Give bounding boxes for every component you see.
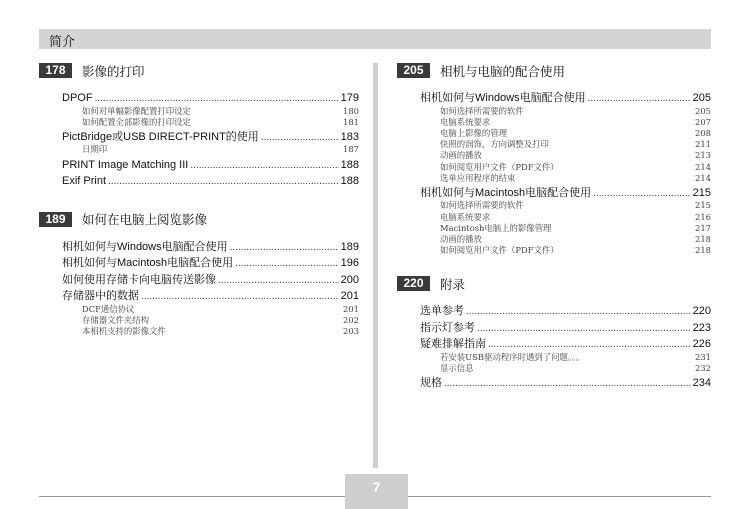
subentry-page: 180 xyxy=(343,105,359,116)
subentry-label: 如何选择所需要的软件 xyxy=(440,105,524,116)
section-header[interactable] xyxy=(397,63,711,78)
section-number-badge: 205 xyxy=(397,63,430,78)
subentry-page: 217 xyxy=(695,222,711,233)
subentry-label: 动画的播放 xyxy=(440,150,482,161)
entry-label: 相机如何与Windows电脑配合使用 xyxy=(62,240,228,253)
toc-subentry[interactable] xyxy=(420,245,711,256)
subentry-label: 快照的润饰，方向调整及打印 xyxy=(440,139,549,150)
entry-label: 存储器中的数据 xyxy=(62,290,139,303)
toc-section xyxy=(397,276,711,390)
dot-leader xyxy=(466,305,691,319)
dot-leader xyxy=(588,92,691,106)
subentry-page: 213 xyxy=(695,150,711,161)
subentry-page: 214 xyxy=(695,161,711,172)
subentry-label: 如何对单幅影像配置打印设定 xyxy=(82,105,191,116)
subentry-label: DCF通信协议 xyxy=(82,303,135,314)
subentry-label: 本相机支持的影像文件 xyxy=(82,326,166,337)
toc-subentry[interactable] xyxy=(420,117,711,128)
page-number: 7 xyxy=(372,479,381,495)
toc-entry[interactable] xyxy=(420,338,711,352)
subentry-label: 日期印 xyxy=(82,144,108,155)
subentry-page: 203 xyxy=(343,326,359,337)
page-footer xyxy=(0,474,753,509)
toc-entry[interactable] xyxy=(420,377,711,391)
entry-label: 相机如何与Windows电脑配合使用 xyxy=(420,92,586,104)
subentry-page: 218 xyxy=(695,234,711,245)
entry-page: 220 xyxy=(692,305,711,318)
toc-entry[interactable] xyxy=(62,290,359,304)
subentry-page: 201 xyxy=(343,303,359,314)
toc-entry[interactable] xyxy=(420,322,711,336)
toc-entry[interactable] xyxy=(62,175,359,189)
entry-page: 223 xyxy=(692,321,711,334)
toc-section xyxy=(397,63,711,256)
toc-subentry[interactable] xyxy=(420,200,711,211)
section-number-badge: 220 xyxy=(397,276,430,291)
toc-left-column xyxy=(39,63,359,337)
subentry-label: Macintosh电脑上的影像管理 xyxy=(440,222,552,233)
toc-subentry[interactable] xyxy=(420,212,711,223)
toc-entry[interactable] xyxy=(62,241,359,255)
subentry-label: 若安装USB驱动程序时遇到了问题。。。 xyxy=(440,351,585,362)
toc-section xyxy=(39,212,359,338)
entry-label: 相机如何与Macintosh电脑配合使用 xyxy=(420,186,592,199)
toc-subentry[interactable] xyxy=(420,234,711,245)
entry-label: PRINT Image Matching III xyxy=(62,158,189,171)
toc-subentry[interactable] xyxy=(420,363,711,374)
entry-page: 188 xyxy=(340,158,359,171)
subentry-page: 181 xyxy=(343,116,359,127)
entry-page: 179 xyxy=(340,92,359,104)
entry-label: 疑难排解指南 xyxy=(420,338,486,351)
toc-subentry[interactable] xyxy=(420,139,711,150)
subentry-page: 232 xyxy=(695,363,711,374)
dot-leader xyxy=(488,338,691,352)
toc-subentry[interactable] xyxy=(420,223,711,234)
toc-entry[interactable] xyxy=(62,274,359,288)
toc-subentry[interactable] xyxy=(62,117,359,128)
entry-page: 226 xyxy=(692,338,711,351)
subentry-label: 如何配置全部影像的打印设定 xyxy=(82,116,191,127)
entry-label: PictBridge或USB DIRECT-PRINT的使用 xyxy=(62,130,259,143)
entry-label: 规格 xyxy=(420,377,442,390)
entry-page: 215 xyxy=(692,186,711,199)
subentry-page: 207 xyxy=(695,116,711,127)
dot-leader xyxy=(141,290,339,304)
subentry-label: 如何阅览用户文件（PDF文件） xyxy=(440,245,559,256)
subentry-page: 208 xyxy=(695,127,711,138)
toc-subentry[interactable] xyxy=(420,352,711,363)
subentry-label: 显示信息 xyxy=(440,363,474,374)
toc-subentry[interactable] xyxy=(420,173,711,184)
entry-page: 234 xyxy=(692,377,711,390)
chapter-title: 简介 xyxy=(49,35,76,50)
entry-page: 205 xyxy=(692,92,711,104)
toc-subentry[interactable] xyxy=(62,144,359,155)
section-title: 如何在电脑上阅览影像 xyxy=(82,212,208,228)
entry-page: 201 xyxy=(340,290,359,303)
toc-entry[interactable] xyxy=(62,159,359,173)
entry-label: DPOF xyxy=(62,92,93,104)
subentry-page: 187 xyxy=(343,144,359,155)
toc-subentry[interactable] xyxy=(62,304,359,315)
dot-leader xyxy=(261,131,339,145)
entry-page: 183 xyxy=(340,130,359,143)
subentry-label: 如何选择所需要的软件 xyxy=(440,200,524,211)
entry-page: 188 xyxy=(340,175,359,188)
toc-subentry[interactable] xyxy=(420,128,711,139)
dot-leader xyxy=(230,241,339,255)
dot-leader xyxy=(218,274,339,288)
section-header[interactable] xyxy=(39,63,359,78)
toc-subentry[interactable] xyxy=(62,315,359,326)
entry-label: 选单参考 xyxy=(420,305,464,318)
dot-leader xyxy=(190,159,338,173)
subentry-label: 动画的播放 xyxy=(440,234,482,245)
section-header[interactable] xyxy=(397,276,711,291)
dot-leader xyxy=(444,377,691,391)
toc-entry[interactable] xyxy=(420,305,711,319)
subentry-label: 存储器文件夹结构 xyxy=(82,314,149,325)
subentry-page: 218 xyxy=(695,245,711,256)
entry-label: 指示灯参考 xyxy=(420,321,475,334)
toc-subentry[interactable] xyxy=(62,106,359,117)
section-number-badge: 178 xyxy=(39,63,72,78)
subentry-page: 205 xyxy=(695,105,711,116)
section-title: 附录 xyxy=(440,276,466,292)
toc-subentry[interactable] xyxy=(62,326,359,337)
toc-entry[interactable] xyxy=(420,92,711,106)
entry-label: 如何使用存储卡向电脑传送影像 xyxy=(62,273,216,286)
subentry-label: 选单应用程序的结束 xyxy=(440,172,516,183)
toc-entry[interactable] xyxy=(62,131,359,145)
dot-leader xyxy=(95,92,339,106)
subentry-page: 214 xyxy=(695,172,711,183)
dot-leader xyxy=(477,322,691,336)
entry-label: Exif Print xyxy=(62,175,107,188)
column-divider xyxy=(373,63,378,468)
dot-leader xyxy=(593,187,691,201)
toc-right-column xyxy=(397,63,711,391)
entry-page: 189 xyxy=(340,240,359,253)
subentry-label: 如何阅览用户文件（PDF文件） xyxy=(440,161,559,172)
subentry-label: 电脑系统要求 xyxy=(440,211,491,222)
toc-entry[interactable] xyxy=(62,257,359,271)
subentry-page: 202 xyxy=(343,314,359,325)
section-number-badge: 189 xyxy=(39,212,72,227)
section-title: 影像的打印 xyxy=(82,63,145,79)
subentry-label: 电脑系统要求 xyxy=(440,116,491,127)
entry-page: 200 xyxy=(340,273,359,286)
subentry-page: 231 xyxy=(695,351,711,362)
dot-leader xyxy=(235,257,339,271)
subentry-page: 216 xyxy=(695,211,711,222)
entry-page: 196 xyxy=(340,257,359,270)
entry-label: 相机如何与Macintosh电脑配合使用 xyxy=(62,257,234,270)
chapter-header-bar xyxy=(39,29,711,49)
toc-entry[interactable] xyxy=(62,92,359,106)
subentry-page: 211 xyxy=(695,139,711,150)
toc-subentry[interactable] xyxy=(420,106,711,117)
section-header[interactable] xyxy=(39,212,359,227)
toc-subentry[interactable] xyxy=(420,150,711,161)
section-title: 相机与电脑的配合使用 xyxy=(440,63,566,79)
dot-leader xyxy=(108,175,339,189)
subentry-label: 电脑上影像的管理 xyxy=(440,127,507,138)
subentry-page: 215 xyxy=(695,200,711,211)
toc-entry[interactable] xyxy=(420,187,711,201)
toc-section xyxy=(39,63,359,189)
toc-subentry[interactable] xyxy=(420,162,711,173)
